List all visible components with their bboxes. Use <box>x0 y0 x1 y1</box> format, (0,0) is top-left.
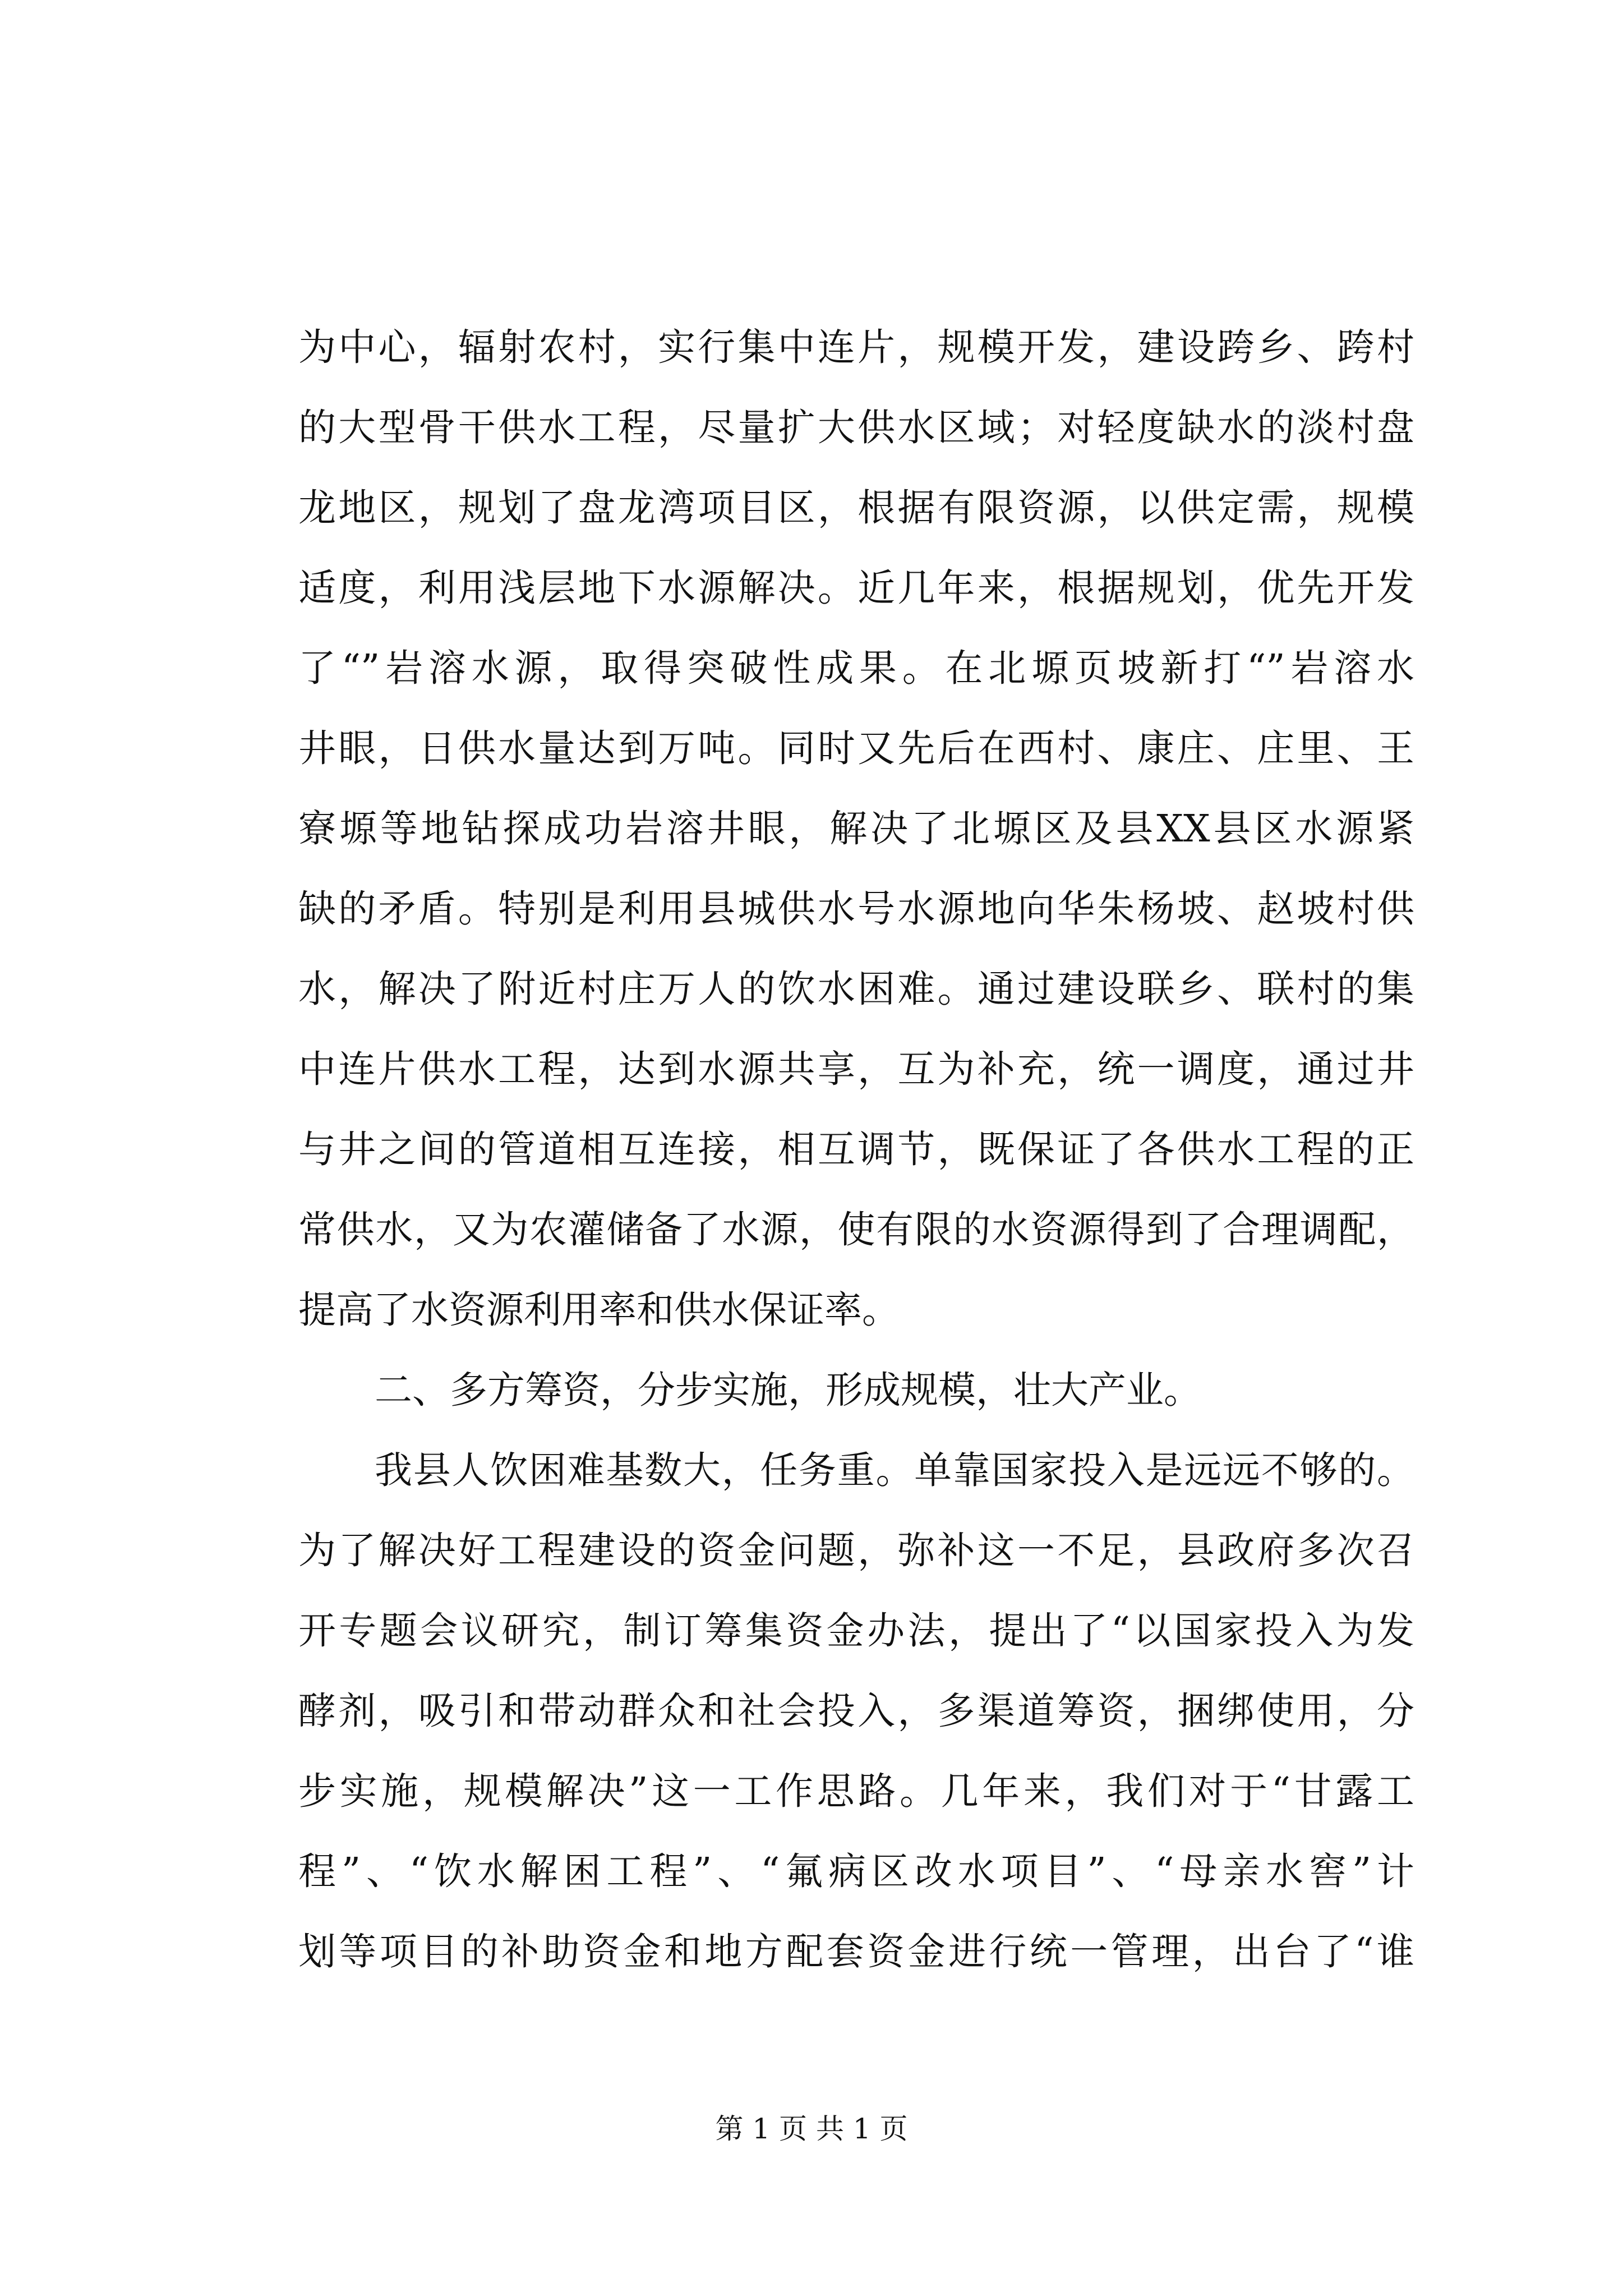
text-line: 适度，利用浅层地下水源解决。近几年来，根据规划，优先开发 <box>298 566 1414 610</box>
text-line: 中连片供水工程，达到水源共享，互为补充，统一调度，通过井 <box>298 1047 1414 1091</box>
page-footer: 第 1 页 共 1 页 <box>715 2113 908 2145</box>
text-line: 的大型骨干供水工程，尽量扩大供水区域；对轻度缺水的淡村盘 <box>298 406 1414 449</box>
text-line: 寮塬等地钻探成功岩溶井眼，解决了北塬区及县XX县区水源紧 <box>298 807 1414 850</box>
text-line: 步实施，规模解决”这一工作思路。几年来，我们对于“甘露工 <box>298 1769 1414 1813</box>
text-line: 井眼，日供水量达到万吨。同时又先后在西村、康庄、庄里、王 <box>298 726 1414 770</box>
text-line: 为了解决好工程建设的资金问题，弥补这一不足，县政府多次召 <box>298 1529 1414 1572</box>
text-line: 提高了水资源利用率和供水保证率。 <box>298 1288 900 1332</box>
text-line: 常供水，又为农灌储备了水源，使有限的水资源得到了合理调配， <box>298 1208 1414 1251</box>
text-line: 划等项目的补助资金和地方配套资金进行统一管理，出台了“谁 <box>298 1930 1414 1973</box>
text-line: 了“”岩溶水源，取得突破性成果。在北塬页坡新打“”岩溶水 <box>298 646 1414 690</box>
text-line: 我县人饮困难基数大，任务重。单靠国家投入是远远不够的。 <box>375 1448 1414 1492</box>
text-line: 水，解决了附近村庄万人的饮水困难。通过建设联乡、联村的集 <box>298 967 1414 1011</box>
section-heading: 二、多方筹资，分步实施，形成规模，壮大产业。 <box>375 1368 1201 1412</box>
text-line: 缺的矛盾。特别是利用县城供水号水源地向华朱杨坡、赵坡村供 <box>298 887 1414 931</box>
text-line: 龙地区，规划了盘龙湾项目区，根据有限资源，以供定需，规模 <box>298 486 1414 530</box>
text-line: 酵剂，吸引和带动群众和社会投入，多渠道筹资，捆绑使用，分 <box>298 1689 1414 1733</box>
text-line: 与井之间的管道相互连接，相互调节，既保证了各供水工程的正 <box>298 1128 1414 1171</box>
body-text <box>298 307 1414 1992</box>
text-line: 为中心，辐射农村，实行集中连片，规模开发，建设跨乡、跨村 <box>298 325 1414 369</box>
text-line: 程”、“饮水解困工程”、“氟病区改水项目”、“母亲水窖”计 <box>298 1849 1414 1893</box>
text-line: 开专题会议研究，制订筹集资金办法，提出了“以国家投入为发 <box>298 1609 1414 1653</box>
